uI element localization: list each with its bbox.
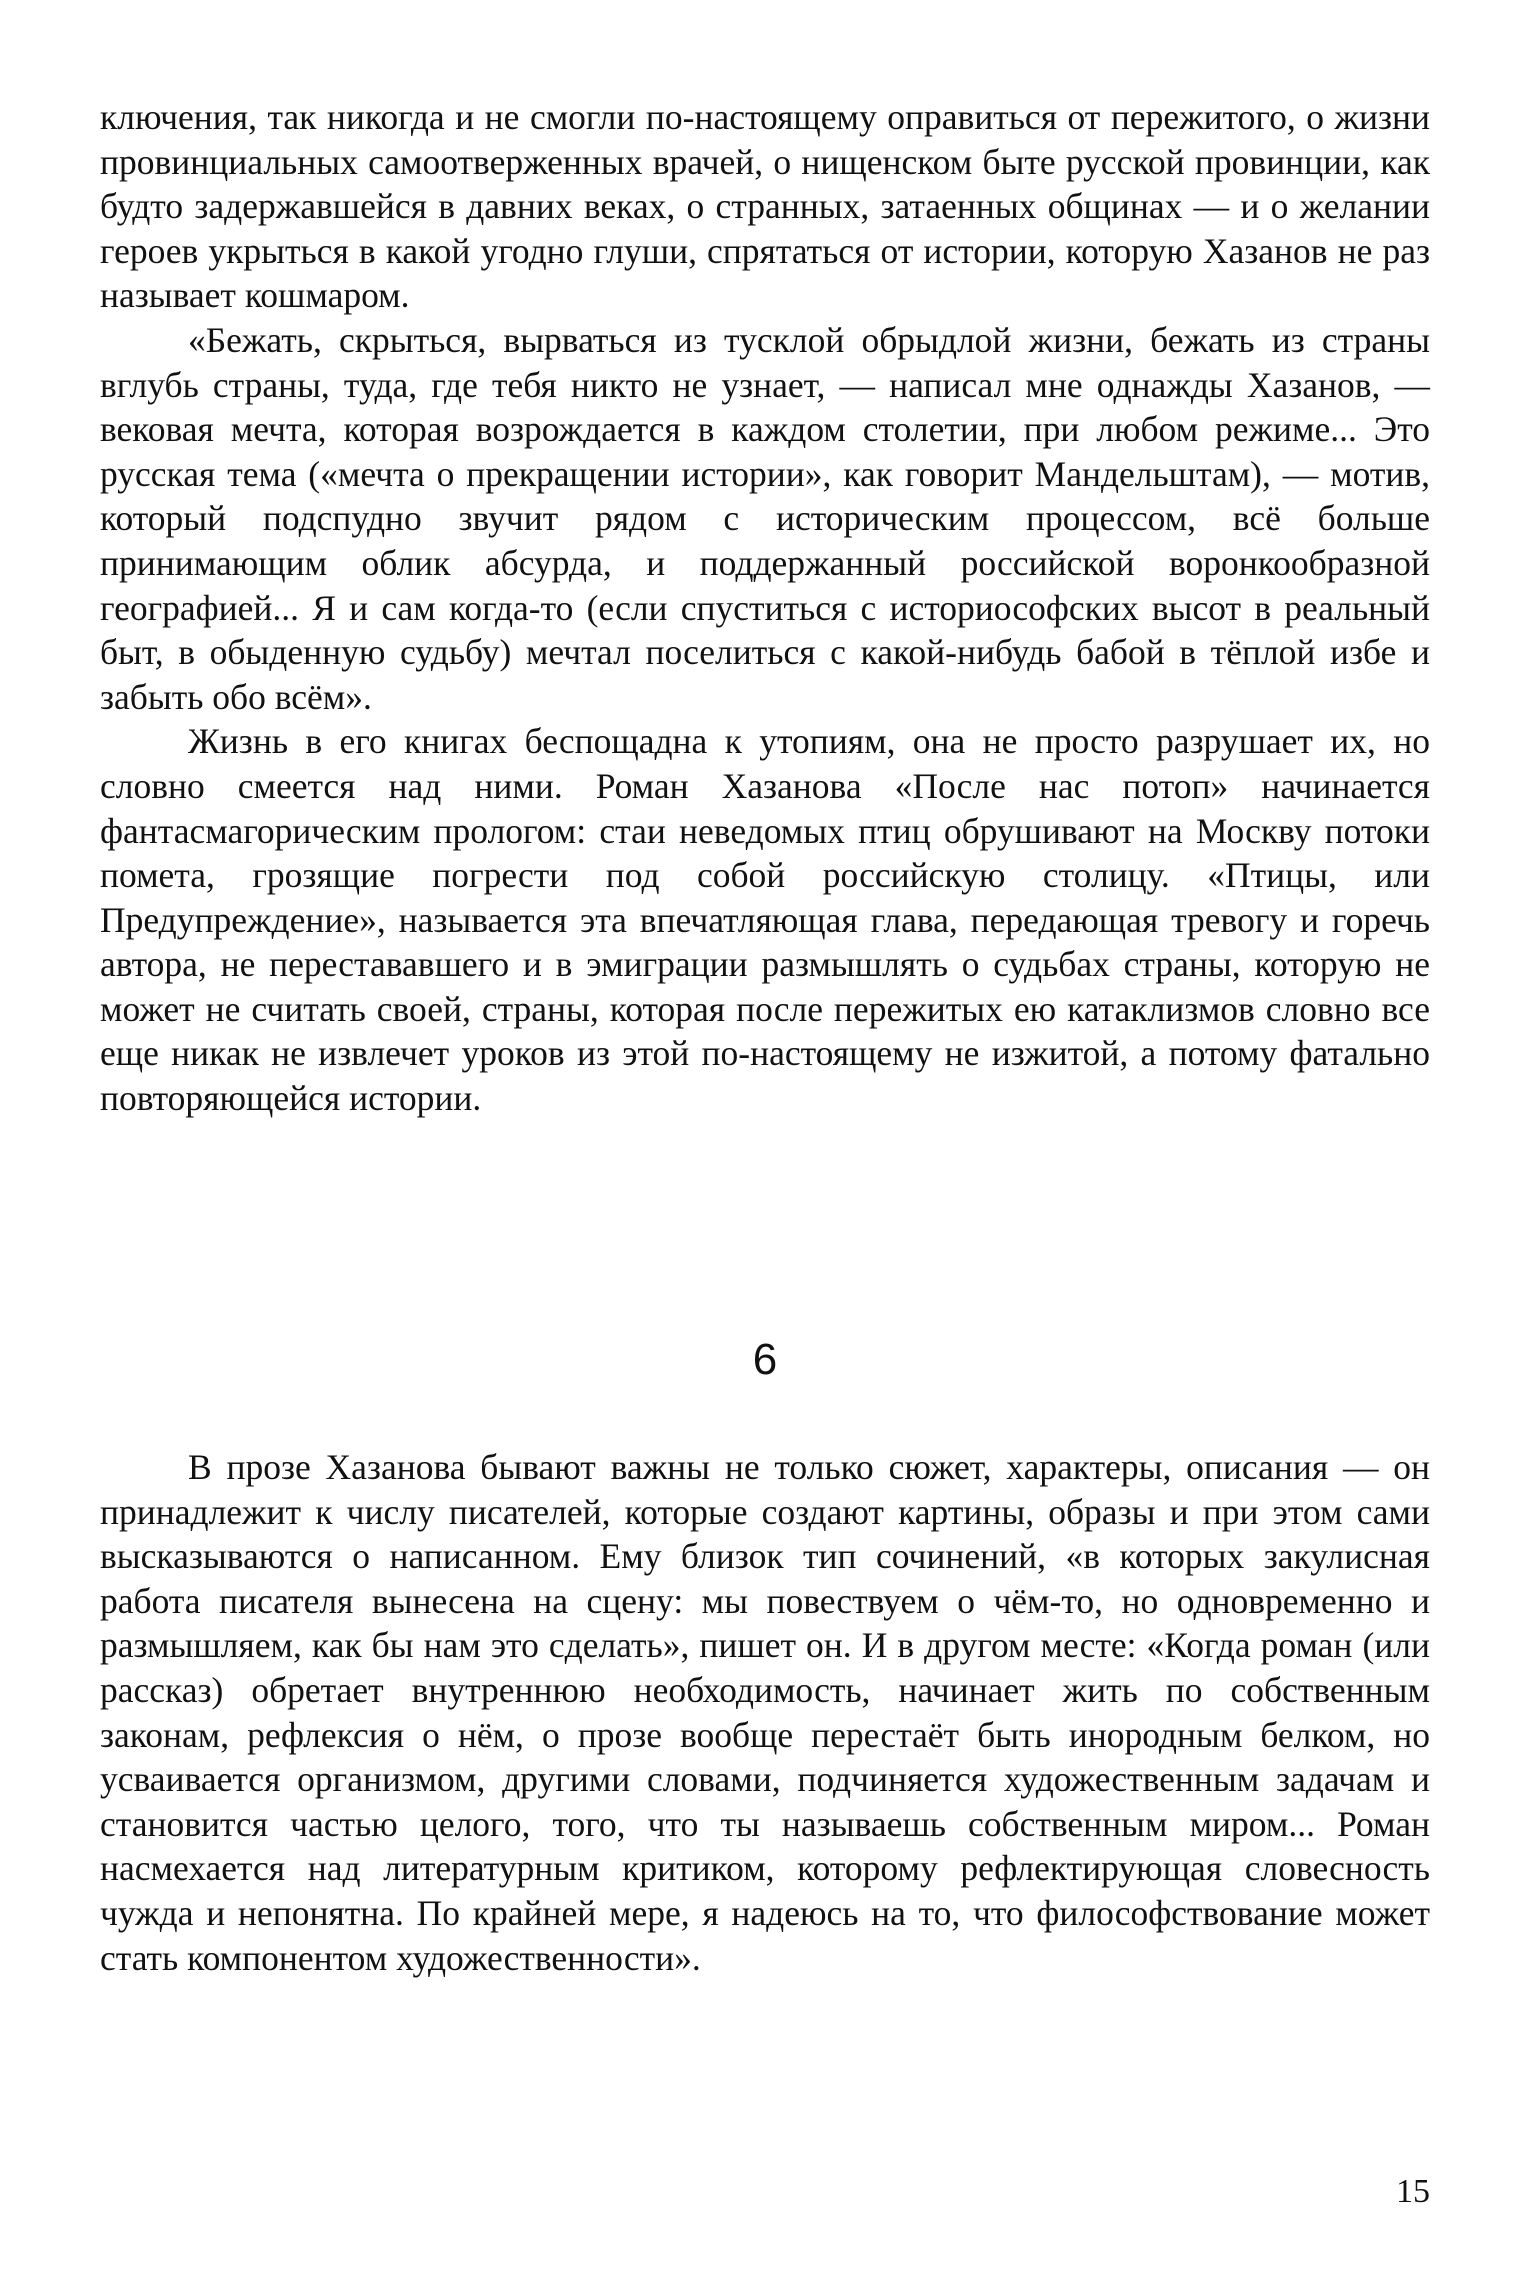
section-body-text — [100, 1445, 1430, 1980]
paragraph-section-6: В прозе Хазанова бывают важны не только сюжет, характеры, описания — он принадлежит к числу писателей, которые создают картины, образы и при этом сами высказываются о написанном. Ему близок тип сочинений, «в которых закулисная работа писателя вынесена на сцену: мы повествуем о чём-то, но одновременно и размышляем, как бы нам это сделать», пишет он. И в другом месте: «Когда роман (или рассказ) обретает внутреннюю необходимость, начинает жить по собственным законам, рефлексия о нём, о прозе вообще перестаёт быть инородным белком, но усваивается организмом, другими словами, подчиняется художественным задачам и становится частью целого, того, что ты называешь собственным миром... Роман насмехается над литературным критиком, которому рефлектирующая словесность чужда и непонятна. По крайней мере, я надеюсь на то, что философствование может стать компонентом художественности». — [100, 1447, 1430, 1978]
section-number: 6 — [752, 1335, 778, 1384]
paragraph-utopias: Жизнь в его книгах беспощадна к утопиям, она не просто разрушает их, но словно смеется над ними. Роман Хазанова «После нас потоп» начинается фантасмагорическим прологом: стаи неведомых птиц обрушивают на Москву потоки помета, грозящие погрести под собой российскую столицу. «Птицы, или Предупреждение», называется эта впечатляющая глава, передающая тревогу и горечь автора, не перестававшего и в эмиграции размышлять о судьбах страны, которую не может не считать своей, страны, которая после пережитых ею катаклизмов словно все еще никак не извлечет уроков из этой по-настоящему не изжитой, а потому фатально повторяющейся истории. — [100, 721, 1430, 1119]
paragraph-continuation: ключения, так никогда и не смогли по-настоящему оправиться от пережитого, о жизни провинциальных самоотверженных врачей, о нищенском быте русской провинции, как будто задержавшейся в давних веках, о странных, затаенных общинах — и о желании героев укрыться в какой угодно глуши, спрятаться от истории, которую Хазанов не раз называет кошмаром. — [100, 97, 1430, 316]
paragraph-quote-khazanov: «Бежать, скрыться, вырваться из тусклой обрыдлой жизни, бежать из страны вглубь страны, туда, где тебя никто не узнает, — написал мне однажды Хазанов, — вековая мечта, которая возрождается в каждом столетии, при любом режиме... Это русская тема («мечта о прекращении истории», как говорит Мандельштам), — мотив, который подспудно звучит рядом с историческим процессом, всё больше принимающим облик абсурда, и поддержанный российской воронкообразной географией... Я и сам когда-то (если спуститься с историософских высот в реальный быт, в обыденную судьбу) мечтал поселиться с какой-нибудь бабой в тёплой избе и забыть обо всём». — [100, 319, 1430, 717]
page-body-text — [100, 95, 1430, 1121]
page-number: 15 — [1396, 2173, 1430, 2210]
